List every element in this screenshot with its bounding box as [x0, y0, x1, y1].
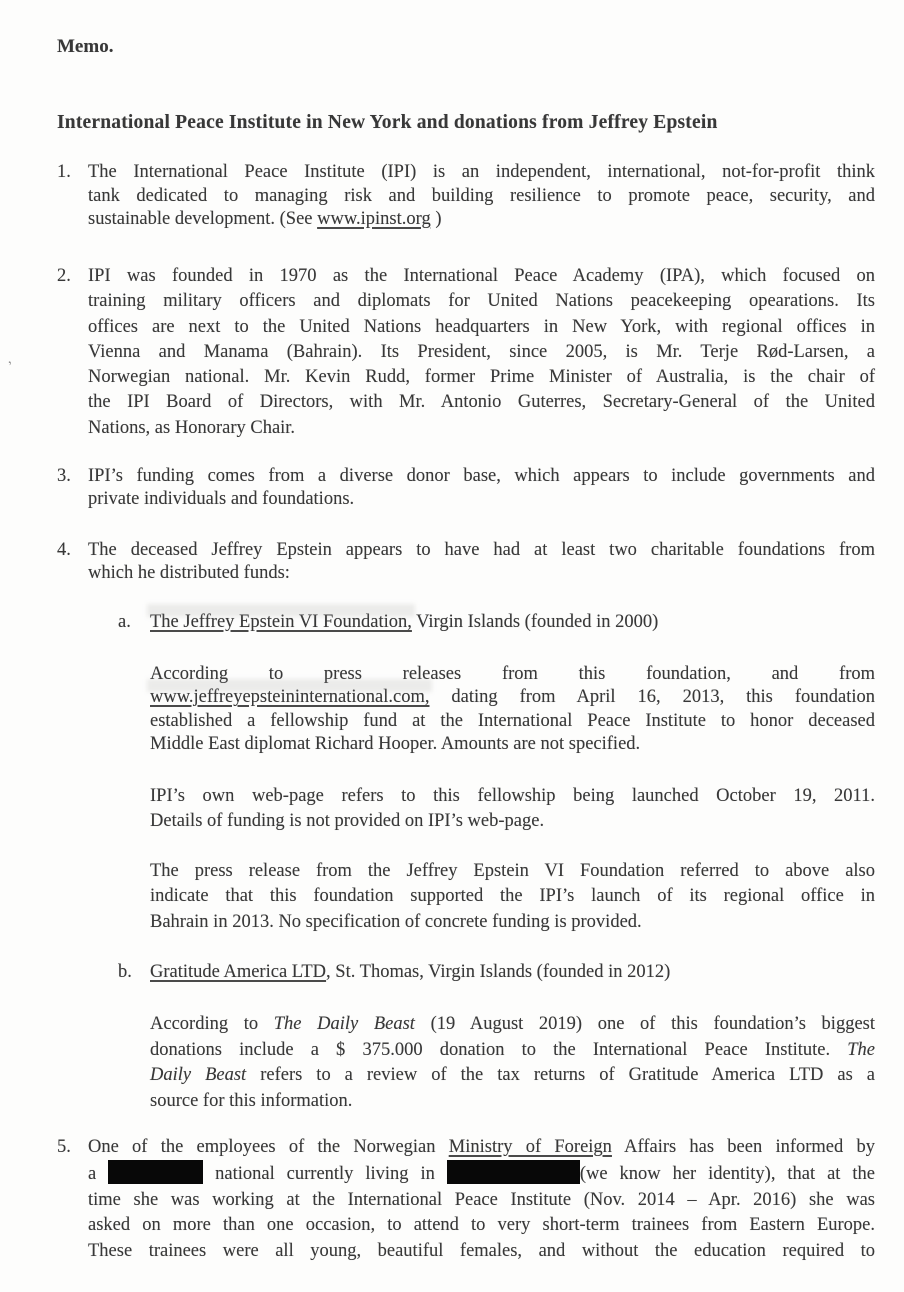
- text-line: Gratitude America LTD, St. Thomas, Virgin Islands (founded in 2012): [150, 962, 671, 982]
- item-2: [88, 264, 875, 441]
- text-line: sustainable development. (See www.ipinst.org ): [88, 209, 442, 229]
- item-3-marker: 3.: [57, 466, 71, 486]
- text-line: Middle East diplomat Richard Hooper. Amounts are not specified.: [150, 734, 641, 755]
- text-line: According to The Daily Beast (19 August 2019) one of this foundation’s biggest: [150, 1014, 875, 1034]
- item-b-marker: b.: [118, 962, 132, 982]
- item-5-marker: 5.: [57, 1137, 71, 1157]
- text-line: Nations, as Honorary Chair.: [88, 417, 296, 438]
- text-line: IPI was founded in 1970 as the International Peace Academy (IPA), which focused on: [88, 266, 875, 286]
- item-3: [88, 465, 875, 511]
- text-line: www.jeffreyepsteininternational.com, dating from April 16, 2013, this foundation: [150, 687, 875, 708]
- text-line: Details of funding is not provided on IPI’s web-page.: [150, 810, 545, 831]
- text-line: tank dedicated to managing risk and building resilience to promote peace, security, and: [88, 185, 875, 206]
- text-line: The International Peace Institute (IPI) is an independent, international, not-for-profit think: [88, 162, 875, 182]
- para-a3: [150, 859, 875, 935]
- text-line: time she was working at the International Peace Institute (Nov. 2014 – Apr. 2016) she was: [88, 1189, 875, 1210]
- item-2-marker: 2.: [57, 266, 71, 286]
- text-line: asked on more than one occasion, to attend to very short-term trainees from Eastern Europe.: [88, 1215, 875, 1236]
- italic-text: The Daily Beast: [273, 1014, 415, 1034]
- text-line: These trainees were all young, beautiful females, and without the education required to: [88, 1240, 875, 1261]
- text-line: Daily Beast refers to a review of the tax returns of Gratitude America LTD as a: [150, 1065, 875, 1086]
- text-line: The press release from the Jeffrey Epstein VI Foundation referred to above also: [150, 861, 875, 881]
- text-line: source for this information.: [150, 1090, 353, 1111]
- text-line: One of the employees of the Norwegian Ministry of Foreign Affairs has been informed by: [88, 1137, 875, 1157]
- item-4-marker: 4.: [57, 540, 71, 560]
- redaction-box: [447, 1160, 580, 1184]
- para-a2: [150, 784, 875, 833]
- text-line: which he distributed funds:: [88, 562, 290, 583]
- underlined-text: www.ipinst.org: [317, 209, 431, 229]
- text-line: IPI’s funding comes from a diverse donor base, which appears to include governments and: [88, 466, 875, 486]
- text-line: Vienna and Manama (Bahrain). Its President, since 2005, is Mr. Terje Rød-Larsen, a: [88, 341, 875, 362]
- text-line: established a fellowship fund at the International Peace Institute to honor deceased: [150, 710, 875, 731]
- text-line: the IPI Board of Directors, with Mr. Antonio Guterres, Secretary-General of the United: [88, 392, 875, 413]
- item-b: [150, 961, 875, 984]
- page-title: International Peace Institute in New York and donations from Jeffrey Epstein: [57, 112, 718, 133]
- text-line: IPI’s own web-page refers to this fellowship being launched October 19, 2011.: [150, 786, 875, 806]
- redaction-box: [108, 1160, 203, 1184]
- underlined-text: www.jeffreyepsteininternational.com,: [150, 687, 430, 708]
- item-1: [88, 161, 875, 232]
- para-a1: [150, 663, 875, 757]
- text-line: private individuals and foundations.: [88, 489, 355, 509]
- text-line: donations include a $ 375.000 donation to the International Peace Institute. The: [150, 1039, 875, 1060]
- text-line: training military officers and diplomats for United Nations peacekeeping opearations. Its: [88, 291, 875, 312]
- text-line: The deceased Jeffrey Epstein appears to have had at least two charitable foundations from: [88, 540, 875, 560]
- text-line: The Jeffrey Epstein VI Foundation, Virgin Islands (founded in 2000): [150, 612, 659, 632]
- text-line: Norwegian national. Mr. Kevin Rudd, former Prime Minister of Australia, is the chair of: [88, 367, 875, 388]
- item-a-marker: a.: [118, 612, 131, 632]
- text-line: indicate that this foundation supported the IPI’s launch of its regional office in: [150, 886, 875, 907]
- para-b1: [150, 1012, 875, 1114]
- item-5: [88, 1135, 875, 1264]
- item-4: [88, 539, 875, 584]
- italic-text: Daily Beast: [150, 1065, 247, 1086]
- memo-label: Memo.: [57, 36, 114, 57]
- margin-artifact: ,: [3, 352, 14, 368]
- text-line: According to press releases from this foundation, and from: [150, 664, 875, 684]
- item-1-marker: 1.: [57, 162, 71, 182]
- text-line: Bahrain in 2013. No specification of concrete funding is provided.: [150, 911, 642, 932]
- italic-text: The: [847, 1039, 875, 1060]
- underlined-text: Gratitude America LTD: [150, 962, 327, 982]
- text-line: a national currently living in (we know her identity), that at the: [88, 1160, 875, 1187]
- underlined-text: The Jeffrey Epstein VI Foundation,: [150, 612, 412, 632]
- text-line: offices are next to the United Nations headquarters in New York, with regional offices in: [88, 316, 875, 337]
- underlined-text: Ministry of Foreign: [448, 1137, 612, 1157]
- item-a: [150, 611, 875, 634]
